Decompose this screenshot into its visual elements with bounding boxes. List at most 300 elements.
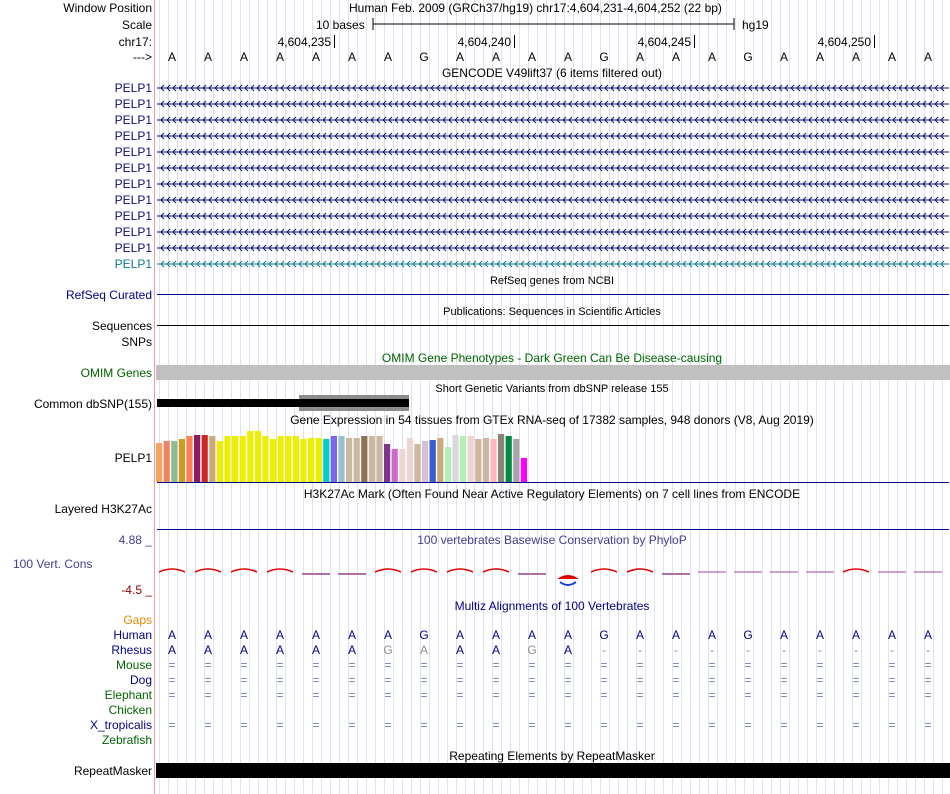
multiz-base: = (852, 673, 860, 687)
scale-bar (372, 16, 736, 32)
multiz-base: - (818, 643, 822, 657)
multiz-base: = (420, 673, 428, 687)
phylop-min-label: -4.5 _ (121, 583, 152, 597)
multiz-base: A (887, 628, 896, 642)
multiz-species-row (157, 703, 949, 717)
multiz-base: = (600, 718, 608, 732)
multiz-base: = (888, 718, 896, 732)
multiz-base: - (746, 643, 750, 657)
multiz-gaps-label: Gaps (123, 613, 152, 627)
multiz-species-label[interactable]: Rhesus (111, 643, 152, 657)
multiz-base: = (420, 658, 428, 672)
multiz-base: A (635, 628, 644, 642)
multiz-base: = (456, 658, 464, 672)
gencode-transcript-line[interactable] (157, 194, 949, 206)
multiz-base: G (599, 628, 609, 642)
multiz-base: = (384, 688, 392, 702)
phylop-track-label[interactable]: 100 Vert. Cons (13, 557, 93, 571)
phylop-conservation-track[interactable] (155, 560, 950, 590)
gtex-tissue-bar[interactable] (498, 434, 504, 482)
gtex-tissue-bar[interactable] (209, 436, 215, 482)
gencode-transcript-line[interactable] (157, 226, 949, 238)
gtex-tissue-bar[interactable] (430, 440, 436, 482)
gencode-transcript-line[interactable] (157, 82, 949, 94)
multiz-base: A (491, 628, 500, 642)
multiz-base: = (384, 658, 392, 672)
multiz-base: = (168, 688, 176, 702)
multiz-base: A (707, 628, 716, 642)
multiz-base: = (240, 718, 248, 732)
multiz-base: = (348, 673, 356, 687)
gencode-transcript-label[interactable]: PELP1 (114, 81, 152, 95)
gtex-tissue-bar[interactable] (323, 439, 329, 482)
multiz-base: - (710, 643, 714, 657)
multiz-base: = (168, 718, 176, 732)
phylop-value-mark (558, 576, 578, 586)
common-dbsnp-label[interactable]: Common dbSNP(155) (33, 397, 152, 411)
chrom-label: chr17: (118, 35, 152, 49)
multiz-species-row (157, 658, 949, 672)
gencode-transcript-line[interactable] (157, 114, 949, 126)
gtex-tissue-bar[interactable] (399, 449, 405, 482)
phylop-value-mark (159, 569, 185, 572)
gencode-transcript-line[interactable] (157, 210, 949, 222)
multiz-base: A (311, 643, 320, 657)
reference-base: G (743, 50, 753, 64)
reference-base: A (203, 50, 212, 64)
gtex-tissue-bar[interactable] (171, 441, 177, 482)
multiz-base: = (780, 688, 788, 702)
multiz-base: = (780, 673, 788, 687)
gtex-tissue-bar[interactable] (338, 436, 344, 482)
phylop-value-mark (627, 569, 653, 572)
gtex-tissue-bar[interactable] (232, 436, 238, 482)
multiz-base: A (455, 628, 464, 642)
multiz-base: = (276, 688, 284, 702)
multiz-base: A (383, 628, 392, 642)
multiz-base: = (924, 658, 932, 672)
multiz-base: = (492, 688, 500, 702)
gtex-tissue-bar[interactable] (285, 436, 291, 482)
reference-base: A (707, 50, 716, 64)
multiz-base: = (492, 673, 500, 687)
coordinate-tick-label: 4,604,245 (637, 35, 691, 49)
multiz-base: = (852, 718, 860, 732)
multiz-base: - (854, 643, 858, 657)
multiz-base: = (168, 658, 176, 672)
multiz-base: - (890, 643, 894, 657)
multiz-base: = (492, 718, 500, 732)
reference-base: A (815, 50, 824, 64)
multiz-base: = (564, 718, 572, 732)
multiz-base: A (203, 628, 212, 642)
strand-label: ---> (133, 50, 152, 64)
multiz-base: = (168, 673, 176, 687)
snps-label[interactable]: SNPs (121, 335, 152, 349)
reference-base: A (563, 50, 572, 64)
repeatmasker-label[interactable]: RepeatMasker (73, 764, 152, 778)
phylop-value-mark (843, 569, 869, 572)
scale-label: Scale (121, 18, 152, 32)
multiz-base: = (600, 673, 608, 687)
reference-base: A (167, 50, 176, 64)
gtex-tissue-bar[interactable] (392, 449, 398, 482)
gtex-tissue-bar[interactable] (384, 444, 390, 482)
multiz-base: = (240, 658, 248, 672)
multiz-base: = (312, 688, 320, 702)
gtex-tissue-bar[interactable] (521, 458, 527, 482)
reference-base: A (275, 50, 284, 64)
multiz-species-label[interactable]: Elephant (104, 688, 152, 702)
phylop-value-mark (375, 569, 401, 572)
gtex-expression-chart[interactable] (155, 428, 535, 483)
multiz-base: = (744, 718, 752, 732)
gencode-transcript-label[interactable]: PELP1 (114, 145, 152, 159)
reference-base: A (635, 50, 644, 64)
multiz-base: A (347, 643, 356, 657)
multiz-base: = (204, 673, 212, 687)
gtex-tissue-bar[interactable] (506, 436, 512, 482)
multiz-base: = (924, 718, 932, 732)
gencode-transcript-label[interactable]: PELP1 (114, 129, 152, 143)
omim-gene-block[interactable] (156, 365, 950, 380)
multiz-base: = (636, 673, 644, 687)
multiz-base: = (348, 688, 356, 702)
reference-base: A (347, 50, 356, 64)
gencode-transcript-label[interactable]: PELP1 (114, 113, 152, 127)
multiz-base: = (312, 673, 320, 687)
multiz-base: A (347, 628, 356, 642)
gencode-transcript-label[interactable]: PELP1 (114, 241, 152, 255)
gtex-tissue-bar[interactable] (224, 436, 230, 482)
multiz-base: = (204, 658, 212, 672)
multiz-base: A (203, 643, 212, 657)
multiz-base: = (852, 688, 860, 702)
coordinate-ruler (0, 35, 950, 49)
multiz-base: = (276, 673, 284, 687)
multiz-base: = (744, 688, 752, 702)
multiz-species-label[interactable]: Mouse (115, 658, 152, 672)
multiz-base: A (275, 643, 284, 657)
gtex-tissue-bar[interactable] (513, 439, 519, 482)
multiz-base: = (312, 658, 320, 672)
multiz-base: = (924, 688, 932, 702)
multiz-base: = (888, 688, 896, 702)
multiz-base: G (419, 628, 429, 642)
multiz-base: = (204, 718, 212, 732)
multiz-base: = (636, 688, 644, 702)
gtex-tissue-bar[interactable] (490, 439, 496, 482)
gtex-tissue-bar[interactable] (278, 436, 284, 482)
multiz-base: = (672, 658, 680, 672)
gtex-tissue-bar[interactable] (414, 444, 420, 482)
multiz-base: = (240, 688, 248, 702)
multiz-base: = (564, 688, 572, 702)
multiz-base: = (492, 658, 500, 672)
layered-h3k27ac-label[interactable]: Layered H3K27Ac (54, 502, 152, 516)
multiz-track-title: Multiz Alignments of 100 Vertebrates (454, 599, 650, 613)
multiz-base: = (816, 673, 824, 687)
gencode-transcript-line[interactable] (157, 258, 949, 270)
multiz-base: A (275, 628, 284, 642)
multiz-base: = (636, 658, 644, 672)
multiz-base: G (383, 643, 393, 657)
gtex-tissue-bar[interactable] (445, 447, 451, 482)
gencode-transcript-label[interactable]: PELP1 (114, 177, 152, 191)
multiz-base: = (384, 718, 392, 732)
gencode-transcript-label[interactable]: PELP1 (114, 193, 152, 207)
publications-sequences-label[interactable]: Sequences (91, 319, 152, 333)
gencode-transcript-label[interactable]: PELP1 (114, 257, 152, 271)
window-position-label: Window Position (63, 1, 152, 15)
multiz-base: A (779, 628, 788, 642)
multiz-base: = (528, 718, 536, 732)
gencode-transcript-line[interactable] (157, 146, 949, 158)
refseq-track-line[interactable] (157, 294, 949, 295)
multiz-base: = (456, 718, 464, 732)
gtex-tissue-bar[interactable] (164, 441, 170, 482)
multiz-species-row (157, 733, 949, 747)
multiz-species-row (157, 673, 949, 687)
gtex-tissue-bar[interactable] (316, 438, 322, 482)
multiz-base: = (564, 673, 572, 687)
multiz-base: A (455, 643, 464, 657)
multiz-base: = (456, 688, 464, 702)
reference-base: A (887, 50, 896, 64)
multiz-base: = (672, 673, 680, 687)
reference-base: A (491, 50, 500, 64)
multiz-base: = (600, 658, 608, 672)
multiz-species-row (157, 628, 949, 642)
h3k27ac-track-title: H3K27Ac Mark (Often Found Near Active Regulatory Elements) on 7 cell lines from ENCODE (303, 487, 801, 501)
multiz-base: A (671, 628, 680, 642)
multiz-base: - (638, 643, 642, 657)
multiz-base: A (239, 628, 248, 642)
reference-base: G (599, 50, 609, 64)
multiz-base: A (419, 643, 428, 657)
multiz-base: = (276, 718, 284, 732)
gtex-tissue-bar[interactable] (354, 438, 360, 482)
reference-base: A (239, 50, 248, 64)
coordinate-tick-label: 4,604,250 (817, 35, 871, 49)
h3k27ac-track-line (157, 529, 949, 530)
repeatmasker-track-title: Repeating Elements by RepeatMasker (449, 749, 655, 763)
multiz-base: = (708, 688, 716, 702)
multiz-base: = (672, 688, 680, 702)
omim-track-title: OMIM Gene Phenotypes - Dark Green Can Be Disease-causing (381, 351, 723, 365)
multiz-base: = (600, 688, 608, 702)
gtex-tissue-bar[interactable] (422, 441, 428, 482)
multiz-base: = (816, 718, 824, 732)
gencode-track-title: GENCODE V49lift37 (6 items filtered out) (441, 66, 663, 80)
gencode-transcript-line[interactable] (157, 178, 949, 190)
multiz-base: = (276, 658, 284, 672)
multiz-base: - (602, 643, 606, 657)
repeatmasker-block[interactable] (156, 763, 950, 778)
gtex-tissue-bar[interactable] (346, 438, 352, 482)
multiz-base: - (926, 643, 930, 657)
gtex-tissue-bar[interactable] (202, 435, 208, 482)
multiz-base: G (743, 628, 753, 642)
gtex-tissue-bar[interactable] (156, 443, 162, 482)
reference-base: A (671, 50, 680, 64)
multiz-base: = (636, 718, 644, 732)
multiz-base: = (780, 658, 788, 672)
gtex-tissue-bar[interactable] (407, 438, 413, 482)
multiz-base: A (923, 628, 932, 642)
multiz-base: A (851, 628, 860, 642)
dbsnp-variant-bar[interactable] (157, 399, 409, 407)
gtex-tissue-bar[interactable] (308, 438, 314, 482)
reference-bases (157, 50, 949, 64)
gencode-transcript-line[interactable] (157, 130, 949, 142)
multiz-base: = (816, 658, 824, 672)
publications-track-title: Publications: Sequences in Scientific Articles (443, 306, 661, 318)
multiz-base: = (672, 718, 680, 732)
refseq-curated-label[interactable]: RefSeq Curated (65, 288, 152, 302)
multiz-base: A (563, 643, 572, 657)
multiz-base: = (888, 658, 896, 672)
phylop-value-mark (267, 569, 293, 572)
gtex-tissue-bar[interactable] (452, 435, 458, 482)
multiz-base: A (527, 628, 536, 642)
gencode-transcript-label[interactable]: PELP1 (114, 225, 152, 239)
coordinate-tick-mark (874, 35, 875, 48)
gencode-transcript-line[interactable] (157, 98, 949, 110)
coordinate-tick-label: 4,604,240 (457, 35, 511, 49)
gtex-tissue-bar[interactable] (255, 431, 261, 482)
multiz-base: A (815, 628, 824, 642)
multiz-base: A (167, 643, 176, 657)
multiz-base: G (527, 643, 537, 657)
phylop-value-mark (195, 569, 221, 572)
reference-base: A (527, 50, 536, 64)
gtex-tissue-bar[interactable] (468, 436, 474, 482)
multiz-base: = (528, 673, 536, 687)
gencode-transcript-label[interactable]: PELP1 (114, 97, 152, 111)
scale-bar-text: 10 bases (316, 18, 365, 32)
multiz-species-label[interactable]: Dog (129, 673, 152, 687)
gtex-tissue-bar[interactable] (186, 436, 192, 482)
multiz-base: = (456, 673, 464, 687)
refseq-track-title: RefSeq genes from NCBI (489, 275, 615, 287)
gtex-tissue-bar[interactable] (331, 436, 337, 482)
gtex-tissue-bar[interactable] (240, 436, 246, 482)
gtex-tissue-bar[interactable] (247, 431, 253, 482)
multiz-base: = (708, 658, 716, 672)
multiz-base: = (816, 688, 824, 702)
gtex-tissue-bar[interactable] (217, 441, 223, 482)
multiz-species-row (157, 643, 949, 657)
scale-assembly: hg19 (742, 18, 769, 32)
reference-base: A (779, 50, 788, 64)
multiz-base: = (852, 658, 860, 672)
gencode-transcript-label[interactable]: PELP1 (114, 161, 152, 175)
multiz-base: = (528, 688, 536, 702)
reference-base: A (455, 50, 464, 64)
coordinate-tick-mark (334, 35, 335, 48)
phylop-value-mark (591, 569, 617, 572)
gtex-tissue-bar[interactable] (475, 439, 481, 482)
multiz-base: = (708, 673, 716, 687)
coordinate-tick-label: 4,604,235 (277, 35, 331, 49)
dbsnp-track-title: Short Genetic Variants from dbSNP release 155 (435, 383, 669, 395)
phylop-max-label: 4.88 _ (118, 533, 152, 547)
multiz-base: = (204, 688, 212, 702)
multiz-base: - (782, 643, 786, 657)
gtex-tissue-bar[interactable] (460, 436, 466, 482)
gtex-tissue-bar[interactable] (179, 439, 185, 482)
publications-track-line[interactable] (157, 325, 949, 326)
multiz-species-label[interactable]: Chicken (108, 703, 152, 717)
multiz-species-row (157, 688, 949, 702)
multiz-species-label[interactable]: Zebrafish (101, 733, 152, 747)
multiz-base: A (239, 643, 248, 657)
gtex-gene-label[interactable]: PELP1 (114, 451, 152, 465)
gencode-transcript-line[interactable] (157, 242, 949, 254)
reference-base: A (311, 50, 320, 64)
multiz-species-label[interactable]: Human (113, 628, 152, 642)
multiz-base: = (744, 673, 752, 687)
phylop-value-mark (411, 569, 437, 572)
phylop-track-title: 100 vertebrates Basewise Conservation by PhyloP (417, 533, 687, 547)
multiz-base: = (924, 673, 932, 687)
multiz-base: = (744, 658, 752, 672)
gtex-tissue-bar[interactable] (483, 438, 489, 482)
multiz-base: = (312, 718, 320, 732)
multiz-base: = (240, 673, 248, 687)
phylop-value-mark (231, 569, 257, 572)
gtex-tissue-bar[interactable] (300, 439, 306, 482)
gtex-tissue-bar[interactable] (262, 436, 268, 482)
multiz-base: = (420, 718, 428, 732)
multiz-base: = (528, 658, 536, 672)
gtex-baseline (157, 482, 949, 483)
gtex-track-title: Gene Expression in 54 tissues from GTEx RNA-seq of 17382 samples, 948 donors (V8, Aug 2019) (290, 413, 814, 427)
reference-base: G (419, 50, 429, 64)
multiz-base: A (491, 643, 500, 657)
multiz-base: A (563, 628, 572, 642)
gtex-tissue-bar[interactable] (270, 439, 276, 482)
multiz-base: - (674, 643, 678, 657)
gtex-tissue-bar[interactable] (376, 436, 382, 482)
multiz-base: = (384, 673, 392, 687)
multiz-base: = (420, 688, 428, 702)
omim-genes-label[interactable]: OMIM Genes (80, 366, 152, 380)
coordinate-tick-mark (514, 35, 515, 48)
multiz-species-row (157, 718, 949, 732)
reference-base: A (851, 50, 860, 64)
multiz-base: = (348, 718, 356, 732)
reference-base: A (383, 50, 392, 64)
gtex-tissue-bar[interactable] (293, 436, 299, 482)
gencode-transcript-line[interactable] (157, 162, 949, 174)
gtex-tissue-bar[interactable] (194, 435, 200, 482)
multiz-species-label[interactable]: X_tropicalis (89, 718, 152, 732)
window-position-value: Human Feb. 2009 (GRCh37/hg19) chr17:4,604,231-4,604,252 (22 bp) (349, 1, 722, 15)
phylop-value-mark (483, 569, 509, 572)
gtex-tissue-bar[interactable] (437, 438, 443, 482)
multiz-base: A (311, 628, 320, 642)
multiz-base: = (888, 673, 896, 687)
gencode-transcript-label[interactable]: PELP1 (114, 209, 152, 223)
gtex-tissue-bar[interactable] (369, 436, 375, 482)
reference-base: A (923, 50, 932, 64)
multiz-base: = (708, 718, 716, 732)
gtex-tissue-bar[interactable] (361, 436, 367, 482)
multiz-base: = (780, 718, 788, 732)
multiz-base: = (564, 658, 572, 672)
